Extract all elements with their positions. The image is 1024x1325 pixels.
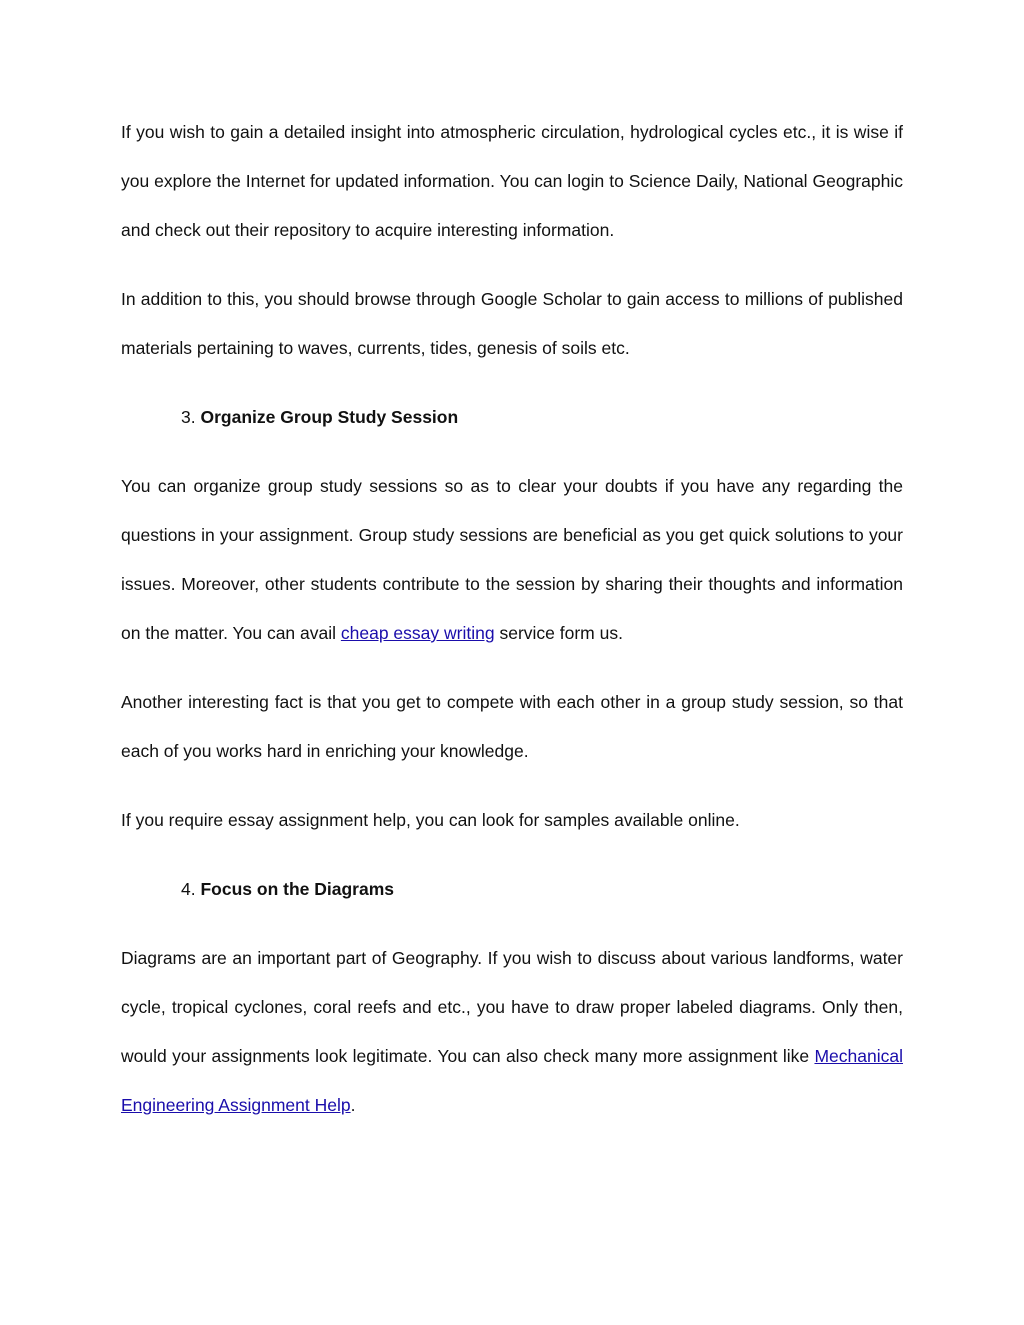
- paragraph-text: service form us.: [494, 623, 623, 643]
- paragraph-text: .: [350, 1095, 356, 1115]
- paragraph-google-scholar: In addition to this, you should browse through Google Scholar to gain access to millions of published materials pertaining to waves, currents, tides, genesis of soils etc.: [121, 289, 903, 358]
- section-number: 3.: [181, 407, 196, 427]
- mechanical-engineering-help-link[interactable]: Mechanical Engineering Assignment Help: [121, 1046, 903, 1115]
- paragraph-text: You can organize group study sessions so as to clear your doubts if you have any regarding the questions in your assignment. Group study sessions are beneficial as you get quick solutions to your issues. Moreover, other students contribute to the session by sharing their thoughts and information on the matter. You can avail: [121, 476, 903, 643]
- paragraph-diagrams: [121, 934, 903, 1130]
- document-body: [121, 108, 903, 1130]
- paragraph-atmospheric-insight: If you wish to gain a detailed insight into atmospheric circulation, hydrological cycles etc., it is wise if you explore the Internet for updated information. You can login to Science Daily, National Geographic and check out their repository to acquire interesting information.: [121, 122, 903, 240]
- cheap-essay-writing-link[interactable]: cheap essay writing: [340, 623, 495, 643]
- section-heading-group-study: [121, 393, 903, 442]
- section-heading-diagrams: [121, 865, 903, 914]
- section-title: Focus on the Diagrams: [200, 879, 394, 899]
- section-number: 4.: [181, 879, 196, 899]
- paragraph-group-study: [121, 462, 903, 658]
- paragraph-text: Diagrams are an important part of Geography. If you wish to discuss about various landforms, water cycle, tropical cyclones, coral reefs and etc., you have to draw proper labeled diagrams. Only then, would your assignments look legitimate. You can also check many more assignment like: [121, 948, 903, 1066]
- paragraph-essay-help: If you require essay assignment help, you can look for samples available online.: [121, 810, 740, 830]
- section-title: Organize Group Study Session: [200, 407, 459, 427]
- paragraph-compete: Another interesting fact is that you get to compete with each other in a group study session, so that each of you works hard in enriching your knowledge.: [121, 692, 903, 761]
